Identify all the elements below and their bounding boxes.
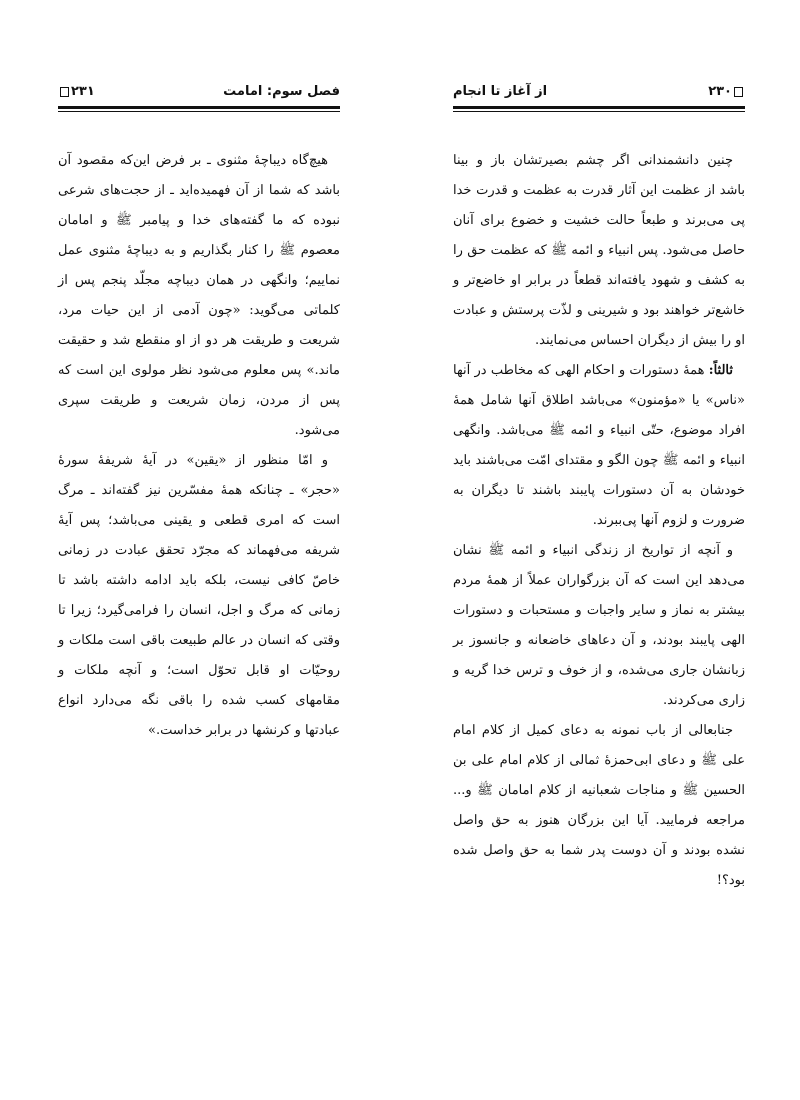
left-page-number-block xyxy=(58,84,95,99)
right-page-number-block xyxy=(708,84,745,99)
page-marker-box-icon xyxy=(60,87,69,97)
left-page-header xyxy=(58,84,340,102)
right-page-header xyxy=(453,84,745,102)
left-page-body xyxy=(58,146,340,746)
section-label-thirdly: ثالثاً: xyxy=(708,363,733,378)
right-page xyxy=(453,0,745,1100)
left-header-rule xyxy=(58,106,340,109)
right-header-rule xyxy=(453,106,745,109)
right-header-rule-thin xyxy=(453,111,745,112)
page-marker-box-icon xyxy=(734,87,743,97)
right-page-body xyxy=(453,146,745,896)
left-paragraph-1: هیچ‌گاه دیباچهٔ مثنوی ـ بر فرض این‌که مقصود آن باشد که شما از آن فهمیده‌اید ـ از حجت‌های شرعی نبوده که ما گفته‌های خدا و پیامبر ﷺ و امامان معصوم ﷺ را کنار بگذاریم و به دیباچهٔ مثنوی عمل نماییم؛ وانگهی در همان دیباچه مجلّد پنجم پس از کلماتی می‌گوید: «چون آدمی از این حیات مرد، شریعت و طریقت هر دو از او منقطع شد و حقیقت ماند.» پس معلوم می‌شود نظر مولوی این است که پس از مردن، زمان شریعت و طریقت سپری می‌شود. xyxy=(58,153,340,438)
left-page xyxy=(58,0,340,1100)
right-running-title: از آغاز تا انجام xyxy=(453,84,548,99)
right-page-number: ۲۳۰ xyxy=(708,84,732,99)
right-paragraph-2-text: همهٔ دستورات و احکام الهی که مخاطب در آنها «ناس» یا «مؤمنون» می‌باشد اطلاق آنها شامل همهٔ افراد موضوع، حتّی انبیاء و ائمه ﷺ می‌باشد. وانگهی انبیاء و ائمه ﷺ چون الگو و مقتدای امّت می‌باشند باید خودشان به آن دستورات پایبند باشند تا دیگران به ضرورت و لزوم آنها پی‌ببرند. xyxy=(453,363,745,528)
right-paragraph-3: و آنچه از تواریخ از زندگی انبیاء و ائمه ﷺ نشان می‌دهد این است که آن بزرگواران عملاً از همهٔ مردم بیشتر به نماز و سایر واجبات و مستحبات و دستورات الهی پایبند بودند، و آن دعاهای خاضعانه و جانسوز بر زبانشان جاری می‌شده، و از خوف و ترس خدا گریه و زاری می‌کردند. xyxy=(453,543,745,708)
right-paragraph-1: چنین دانشمندانی اگر چشم بصیرتشان باز و بینا باشد از عظمت این آثار قدرت به عظمت و قدرت خدا پی می‌برند و طبعاً حالت خشیت و خضوع برای آنان حاصل می‌شود. پس انبیاء و ائمه ﷺ که عظمت حق را به کشف و شهود یافته‌اند قطعاً در برابر او خاضع‌تر و خاشع‌تر خواهند بود و شیرینی و لذّت پرستش و عبادت او را بیش از دیگران احساس می‌نمایند. xyxy=(453,153,745,348)
left-page-number: ۲۳۱ xyxy=(71,84,95,99)
left-paragraph-2: و امّا منظور از «یقین» در آیهٔ شریفهٔ سورهٔ «حجر» ـ چنانکه همهٔ مفسّرین نیز گفته‌اند ـ مرگ است که امری قطعی و یقینی می‌باشد؛ پس آیهٔ شریفه می‌فهماند که مجرّد تحقق عبادت در زمانی خاصّ کافی نیست، بلکه باید ادامه داشته باشد تا زمانی که مرگ و اجل، انسان را فرامی‌گیرد؛ زیرا تا وقتی که انسان در عالم طبیعت باقی است ملکات و روحیّات او قابل تحوّل است؛ و آنچه ملکات و مقامهای کسب شده را باقی نگه می‌دارد انواع عبادتها و کرنشها در برابر خداست.» xyxy=(58,453,340,738)
left-header-rule-thin xyxy=(58,111,340,112)
right-paragraph-4: جنابعالی از باب نمونه به دعای کمیل از کلام امام علی ﷺ و دعای ابی‌حمزهٔ ثمالی از کلام امام علی بن الحسین ﷺ و مناجات شعبانیه از کلام امامان ﷺ و... مراجعه فرمایید. آیا این بزرگان هنوز به حق واصل نشده بودند و آن دوست پدر شما به حق واصل شده بود؟! xyxy=(453,723,745,888)
right-paragraph-2 xyxy=(453,356,745,536)
left-running-title: فصل سوم: امامت xyxy=(223,84,340,99)
